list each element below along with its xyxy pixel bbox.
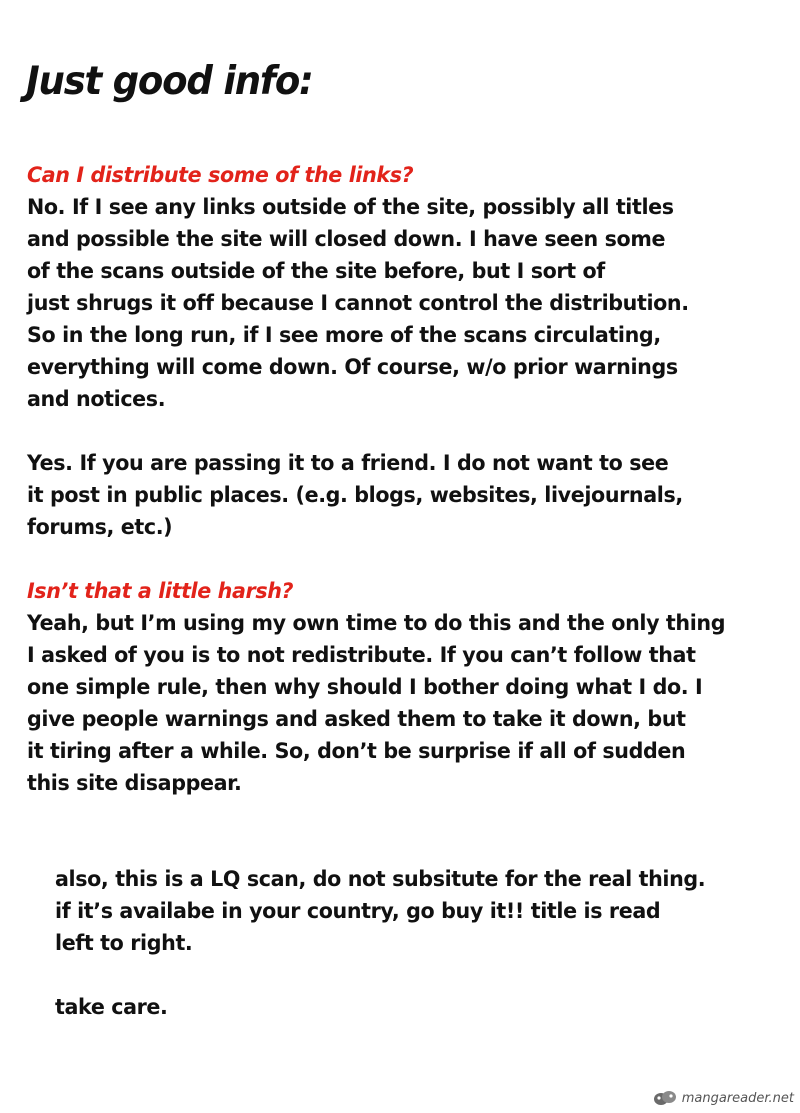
watermark-text: mangareader.net: [681, 1090, 794, 1106]
faq-answer-line: it tiring after a while. So, don’t be surprise if all of sudden: [27, 739, 686, 764]
faq-answer-line: give people warnings and asked them to take it down, but: [27, 707, 686, 732]
watermark: [652, 1087, 794, 1109]
closing-line: take care.: [55, 995, 168, 1020]
faq-answer-line: Yes. If you are passing it to a friend. I do not want to see: [27, 451, 669, 476]
note-line: left to right.: [55, 931, 193, 956]
faq-answer-line: it post in public places. (e.g. blogs, websites, livejournals,: [27, 483, 683, 508]
note-line: if it’s availabe in your country, go buy it!! title is read: [55, 899, 661, 924]
faq-distribute-section: [27, 160, 716, 416]
scan-note: [55, 864, 732, 960]
faq-answer-line: and possible the site will closed down. I have seen some: [27, 227, 666, 252]
faq-answer-line: everything will come down. Of course, w/o prior warnings: [27, 355, 678, 380]
page-title: Just good info:: [26, 59, 313, 104]
faq-answer-line: I asked of you is to not redistribute. If you can’t follow that: [27, 643, 696, 668]
faq-question-harsh: Isn’t that a little harsh?: [27, 579, 294, 604]
faq-answer-line: one simple rule, then why should I bother doing what I do. I: [27, 675, 703, 700]
faq-answer-line: and notices.: [27, 387, 166, 412]
mangareader-logo-icon: [652, 1087, 678, 1109]
closing-note: [55, 992, 172, 1024]
faq-answer-line: just shrugs it off because I cannot control the distribution.: [27, 291, 689, 316]
faq-question-distribute: Can I distribute some of the links?: [27, 163, 414, 188]
faq-answer-line: forums, etc.): [27, 515, 173, 540]
faq-answer-line: So in the long run, if I see more of the scans circulating,: [27, 323, 661, 348]
faq-answer-line: this site disappear.: [27, 771, 242, 796]
faq-harsh-section: [27, 576, 754, 800]
note-line: also, this is a LQ scan, do not subsitute for the real thing.: [55, 867, 706, 892]
faq-answer-line: of the scans outside of the site before, but I sort of: [27, 259, 605, 284]
faq-answer-line: No. If I see any links outside of the site, possibly all titles: [27, 195, 674, 220]
faq-yes-section: [27, 448, 710, 544]
faq-answer-line: Yeah, but I’m using my own time to do this and the only thing: [27, 611, 726, 636]
